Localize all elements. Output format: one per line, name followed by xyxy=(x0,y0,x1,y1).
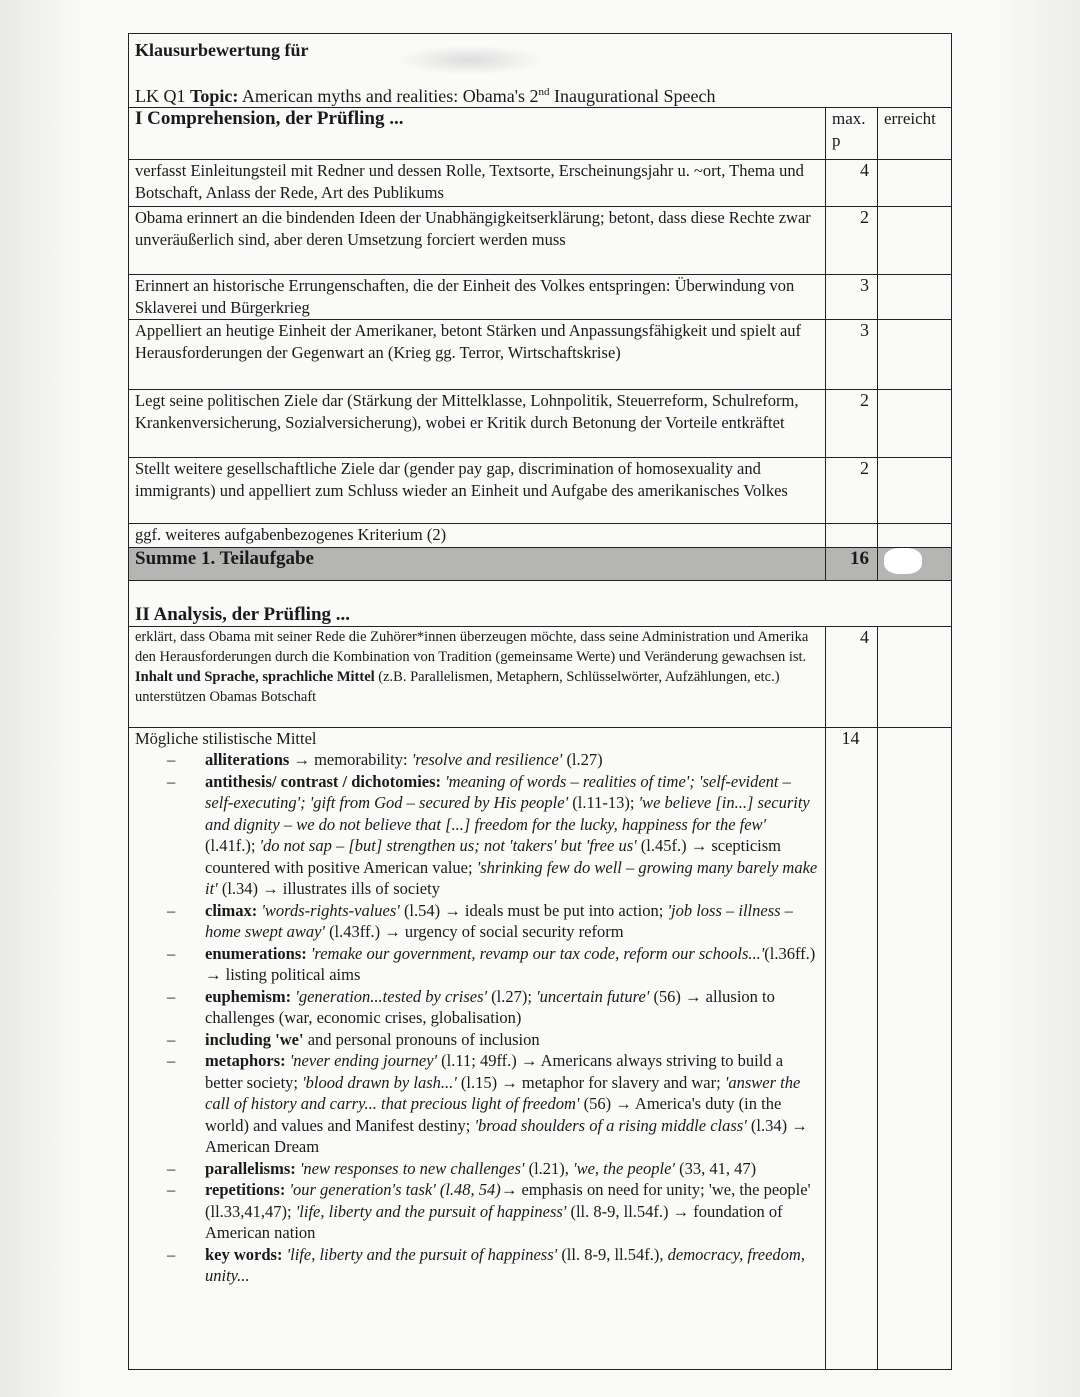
criterion-row xyxy=(129,524,952,548)
device-text: 'meaning of words – realities of time'; 'self-evident – self-executing'; 'gift from God – secured by His people' xyxy=(205,771,791,812)
achieved-cell[interactable] xyxy=(877,524,951,548)
device-text: and personal pronouns of inclusion xyxy=(303,1029,540,1049)
device-text: antithesis/ contrast / dichotomies: xyxy=(205,771,446,791)
device-text: (l.15) → metaphor for slavery and war; xyxy=(456,1072,725,1092)
part1-heading: I Comprehension, der Prüfling ... xyxy=(129,108,826,160)
criterion-max: 4 xyxy=(825,160,877,207)
document-title: Klausurbewertung für xyxy=(135,40,309,60)
device-text: alliterations xyxy=(205,750,290,769)
criterion-max: 3 xyxy=(825,275,877,320)
device-text: (l.45f.) → scepticism countered with positive American value; xyxy=(205,836,781,877)
device-item xyxy=(205,986,819,1029)
devices-max: 14 xyxy=(825,727,877,1369)
achieved-cell[interactable] xyxy=(877,207,951,275)
criterion-text: ggf. weiteres aufgabenbezogenes Kriterium (2) xyxy=(129,524,826,548)
device-text: 'job loss – illness – home swept away' xyxy=(205,900,793,941)
device-item xyxy=(205,771,819,900)
device-text: 'shrinking few do well – growing many barely make it' xyxy=(205,857,818,898)
criterion-text: Appelliert an heutige Einheit der Amerikaner, betont Stärken und Anpassungsfähigkeit und spielt auf Herausforderungen der Gegenwart an (Krieg gg. Terror, Wirtschaftskrise) xyxy=(129,320,826,390)
criterion-text: verfasst Einleitungsteil mit Redner und dessen Rolle, Textsorte, Erscheinungsjahr u. ~ort, Thema und Botschaft, Anlass der Rede, Art des Publikums xyxy=(129,160,826,207)
device-text: → memorability: xyxy=(289,750,412,769)
criterion-max: 2 xyxy=(825,390,877,458)
device-text: (ll. 8-9, ll.54f.), xyxy=(557,1244,668,1264)
device-text: climax: xyxy=(205,900,262,920)
achieved-cell[interactable] xyxy=(877,727,951,1369)
criterion-row xyxy=(129,390,952,458)
device-text: enumerations: xyxy=(205,943,311,963)
device-item xyxy=(205,1179,819,1244)
stylistic-devices-cell xyxy=(129,727,826,1369)
device-item xyxy=(205,1244,819,1287)
analysis-intro-max: 4 xyxy=(825,626,877,727)
sum-label: Summe 1. Teilaufgabe xyxy=(129,548,826,581)
achieved-cell[interactable] xyxy=(877,275,951,320)
achieved-cell[interactable] xyxy=(877,320,951,390)
device-text: including 'we' xyxy=(205,1029,304,1049)
device-text: 'life, liberty and the pursuit of happiness' xyxy=(286,1244,558,1264)
device-text: → emphasis on need for unity; 'we, the people' (ll.33,41,47); xyxy=(205,1180,811,1221)
sum-row xyxy=(129,548,952,581)
device-text: (l.11; 49ff.) → Americans always striving to build a better society; xyxy=(205,1051,784,1092)
device-text: 'words-rights-values' xyxy=(261,900,400,920)
device-text: (l.41f.); xyxy=(205,836,260,855)
criterion-text: Obama erinnert an die bindenden Ideen der Unabhängigkeitserklärung; betont, dass diese Rechte zwar unveräußerlich sind, aber deren Umsetzung forciert werden muss xyxy=(129,207,826,275)
device-text: euphemism: xyxy=(205,986,296,1006)
device-text: (l.43ff.) → urgency of social security reform xyxy=(324,922,624,941)
achieved-cell[interactable] xyxy=(877,626,951,727)
criterion-row xyxy=(129,207,952,275)
device-text: 'remake our government, revamp our tax code, reform our schools...' xyxy=(310,943,765,963)
device-text: 'blood drawn by lash...' xyxy=(302,1072,457,1092)
criterion-max: 3 xyxy=(825,320,877,390)
criterion-text: Erinnert an historische Errungenschaften, die der Einheit des Volkes entspringen: Überwindung von Sklaverei und Bürgerkrieg xyxy=(129,275,826,320)
device-text: (l.21), xyxy=(524,1158,574,1178)
device-text: 'never ending journey' xyxy=(289,1051,438,1070)
criterion-max xyxy=(825,524,877,548)
device-text: (l.27); xyxy=(487,986,537,1006)
device-text: (l.34) → illustrates ills of society xyxy=(217,879,440,898)
device-text: parallelisms: xyxy=(205,1158,300,1178)
device-text: (33, 41, 47) xyxy=(674,1158,757,1178)
device-text: (l.11-13); xyxy=(568,793,639,812)
device-text: 'generation...tested by crises' xyxy=(295,986,488,1006)
devices-list xyxy=(135,749,819,1287)
device-text: (56) → allusion to challenges (war, economic crises, globalisation) xyxy=(205,986,775,1027)
achieved-cell[interactable] xyxy=(877,160,951,207)
device-text: (l.36ff.) → listing political aims xyxy=(205,943,816,984)
device-text: key words: xyxy=(205,1244,287,1264)
criterion-row xyxy=(129,275,952,320)
device-item xyxy=(205,943,819,986)
device-text: (l.27) xyxy=(562,750,603,769)
device-text: repetitions: xyxy=(205,1180,290,1199)
topic-line: LK Q1 Topic: American myths and realities: Obama's 2nd Inaugurational Speech xyxy=(135,85,716,106)
criterion-row xyxy=(129,458,952,524)
criterion-row xyxy=(129,160,952,207)
criterion-text: Stellt weitere gesellschaftliche Ziele dar (gender pay gap, discrimination of homosexuality and immigrants) und appelliert zum Schluss wieder an Einheit und Aufgabe des amerikanisches Volkes xyxy=(129,458,826,524)
device-text: 'we, the people' xyxy=(573,1158,675,1178)
criterion-max: 2 xyxy=(825,458,877,524)
sum-max: 16 xyxy=(825,548,877,581)
device-text: (ll. 8-9, ll.54f.) → foundation of American nation xyxy=(205,1201,783,1242)
device-text: democracy, freedom, unity... xyxy=(205,1244,805,1285)
device-text: (56) → America's duty (in the world) and values and Manifest destiny; xyxy=(205,1094,782,1135)
achieved-cell[interactable] xyxy=(877,458,951,524)
device-item xyxy=(205,1050,819,1158)
max-points-header: max. p xyxy=(825,108,877,160)
device-text: 'life, liberty and the pursuit of happiness' xyxy=(295,1201,567,1221)
grading-table xyxy=(128,33,952,1370)
device-text: 'answer the call of history and carry... that precious light of freedom' xyxy=(205,1072,801,1113)
criterion-max: 2 xyxy=(825,207,877,275)
device-item xyxy=(205,1029,819,1051)
device-text: (l.54) → ideals must be put into action; xyxy=(399,900,668,920)
device-text: 'our generation's task' (l.48, 54) xyxy=(289,1180,501,1199)
device-item xyxy=(205,900,819,943)
device-text: 'uncertain future' xyxy=(536,986,650,1006)
criterion-row xyxy=(129,320,952,390)
device-text: 'we believe [in...] security and dignity – we do not believe that [...] freedom for the lucky, happiness for the few' xyxy=(205,793,810,834)
device-text: 'resolve and resilience' xyxy=(411,750,563,769)
part2-heading: II Analysis, der Prüfling ... xyxy=(135,604,351,625)
device-item xyxy=(205,749,819,771)
device-text: 'new responses to new challenges' xyxy=(299,1158,525,1178)
criterion-text: Legt seine politischen Ziele dar (Stärkung der Mittelklasse, Lohnpolitik, Steuerreform, Schulreform, Krankenversicherung, Sozialversicherung), wobei er Kritik durch Betonung der Vorteile entkräftet xyxy=(129,390,826,458)
device-text: 'broad shoulders of a rising middle class' xyxy=(474,1115,747,1135)
achieved-header: erreicht xyxy=(877,108,951,160)
device-text: metaphors: xyxy=(205,1051,290,1070)
device-item xyxy=(205,1158,819,1180)
analysis-intro: erklärt, dass Obama mit seiner Rede die Zuhörer*innen überzeugen möchte, dass seine Administration und Amerika den Herausforderungen durch die Kombination von Tradition (gemeinsame Werte) und Veränderung gewachsen ist. Inhalt und Sprache, sprachliche Mittel (z.B. Parallelismen, Metaphern, Schlüsselwörter, Aufzählungen, etc.) unterstützen Obamas Botschaft xyxy=(129,626,826,727)
devices-heading: Mögliche stilistische Mittel xyxy=(135,728,317,748)
device-text: (l.34) → American Dream xyxy=(205,1115,808,1156)
achieved-cell[interactable] xyxy=(877,390,951,458)
redacted-score xyxy=(884,548,922,574)
device-text: 'do not sap – [but] strengthen us; not 'takers' but 'free us' xyxy=(259,836,637,855)
